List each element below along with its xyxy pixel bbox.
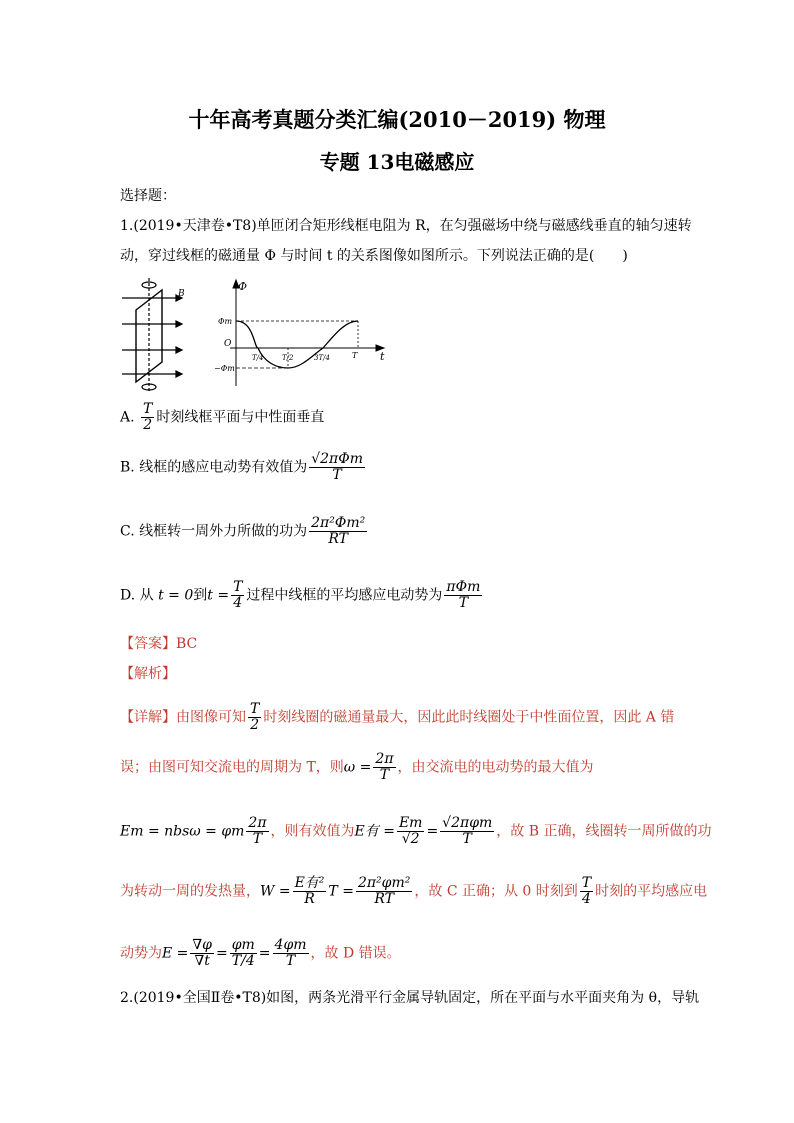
option-d-fraction2: $\frac{\text{πΦm}}{T}$ — [446, 579, 481, 611]
detail-l2-eq: ω = — [343, 759, 372, 776]
answer-label: 【答案】BC — [120, 636, 198, 652]
analysis-label: 【解析】 — [120, 666, 176, 682]
detail-l5-a: 动势为 — [120, 945, 162, 962]
origin-label: O — [224, 339, 232, 349]
detail-l3-b: ，故 B 正确，线圈转一周所做的功 — [496, 823, 712, 840]
option-a-prefix: A. — [120, 409, 135, 426]
tick-t-over-4: T/4 — [252, 354, 264, 362]
option-d-fraction: $\frac{T}{4}$ — [233, 579, 243, 611]
t-axis-label: t — [380, 350, 385, 363]
detail-l3-a: ，则有效值为 — [270, 823, 355, 840]
tick-t-over-2: T/2 — [282, 354, 294, 362]
option-b-prefix: B. — [120, 459, 135, 476]
detail-l4-b: ，故 C 正确；从 0 时刻到 — [414, 883, 578, 900]
option-d-prefix: D. — [120, 587, 136, 604]
detail-l3-fraction3: $\frac{\text{√2πφm}}{T}$ — [442, 815, 493, 847]
detail-l5-eq: E = — [162, 945, 189, 962]
option-c — [120, 516, 676, 547]
tick-3t-over-4: 3T/4 — [314, 354, 330, 362]
option-c-fraction: $\frac{\text{2π²Φm²}}{RT}$ — [311, 515, 366, 547]
detail-l5-eq2: = — [215, 945, 228, 962]
detail-line5 — [120, 938, 676, 969]
neg-phim-label: −Φm — [214, 364, 235, 373]
detail-line1 — [120, 702, 676, 733]
detail-l4-c: 时刻的平均感应电 — [595, 883, 708, 900]
detail-line3 — [120, 815, 712, 847]
q1-stem-line1: 1.(2019•天津卷•T8)单匝闭合矩形线框电阻为 R，在匀强磁场中绕与磁感线垂直的轴匀速转 — [120, 218, 692, 234]
phi-axis-label: Φ — [238, 280, 248, 293]
detail-l5-fraction2: $\frac{\varphi m}{T/4}$ — [231, 937, 255, 969]
q1-figure — [118, 276, 398, 396]
option-d-text3: 过程中线框的平均感应电动势为 — [246, 587, 443, 604]
document-title: 十年高考真题分类汇编(2010－2019) 物理 — [188, 107, 606, 132]
detail-l5-fraction3: $\frac{4\varphi m}{T}$ — [274, 937, 307, 969]
detail-l3-eq3: = — [426, 823, 439, 840]
option-b — [120, 452, 676, 483]
detail-l4-fraction: $\frac{\text{E有²}}{R}$ — [294, 875, 325, 907]
detail-line4 — [120, 875, 708, 907]
option-d — [120, 580, 676, 611]
q2-stem-line1: 2.(2019•全国Ⅱ卷•T8)如图，两条光滑平行金属导轨固定，所在平面与水平面夹角为 θ，导轨 — [120, 990, 700, 1006]
phim-label: Φm — [218, 317, 233, 326]
detail-l4-eq: W = — [260, 883, 291, 900]
detail-l2-a: 误；由图可知交流电的周期为 T，则 — [120, 759, 344, 776]
detail-l3-eq2: E有 = — [354, 823, 395, 840]
detail-l4-fraction3: $\frac{T}{4}$ — [581, 875, 592, 907]
detail-l4-fraction2: $\frac{\text{2π²φm²}}{RT}$ — [357, 875, 411, 907]
detail-l2-b: ，由交流电的电动势的最大值为 — [397, 759, 594, 776]
detail-l1-b: 时刻线圈的磁通量最大，因此此时线圈处于中性面位置，因此 A 错 — [263, 709, 675, 726]
b-field-label: B — [178, 289, 185, 299]
option-b-text: 线框的感应电动势有效值为 — [139, 459, 308, 476]
detail-l5-fraction: $\frac{\nabla\varphi}{\nabla t}$ — [192, 937, 212, 969]
option-a — [120, 402, 676, 433]
flux-graph — [230, 280, 384, 386]
detail-l4-eq2: T = — [328, 883, 354, 900]
option-d-eq2: t = — [207, 587, 230, 604]
coil-diagram — [122, 278, 182, 392]
option-d-text1: 从 — [139, 587, 154, 604]
section-heading: 选择题： — [120, 188, 176, 204]
detail-l2-fraction: $\frac{2\pi}{T}$ — [375, 751, 394, 783]
detail-label: 【详解】 — [120, 709, 176, 726]
q1-stem-line2: 动，穿过线框的磁通量 Φ 与时间 t 的关系图像如图所示。下列说法正确的是( ) — [120, 248, 628, 264]
detail-l4-a: 为转动一周的发热量， — [120, 883, 260, 900]
option-a-text: 时刻线框平面与中性面垂直 — [156, 409, 325, 426]
detail-l3-fraction2: $\frac{Em}{√2}$ — [398, 815, 423, 847]
option-a-fraction: $\frac{T}{2}$ — [143, 401, 153, 433]
detail-l5-eq3: = — [258, 945, 271, 962]
tick-t: T — [352, 351, 358, 360]
option-c-prefix: C. — [120, 523, 135, 540]
option-b-fraction: $\frac{\text{√2πΦm}}{T}$ — [311, 451, 363, 483]
detail-l3-fraction: $\frac{2\pi}{T}$ — [248, 815, 267, 847]
detail-l5-b: ，故 D 错误。 — [310, 945, 401, 962]
detail-l1-a: 由图像可知 — [176, 709, 246, 726]
detail-l1-fraction: $\frac{T}{2}$ — [250, 701, 260, 733]
option-c-text: 线框转一周外力所做的功为 — [139, 523, 308, 540]
detail-l3-eq: Em = nbsω = φm — [120, 823, 245, 840]
document-subtitle: 专题 13电磁感应 — [319, 150, 475, 174]
option-d-text2: 到 — [193, 587, 208, 604]
option-d-eq1: t = 0 — [158, 587, 194, 604]
detail-line2 — [120, 752, 676, 783]
